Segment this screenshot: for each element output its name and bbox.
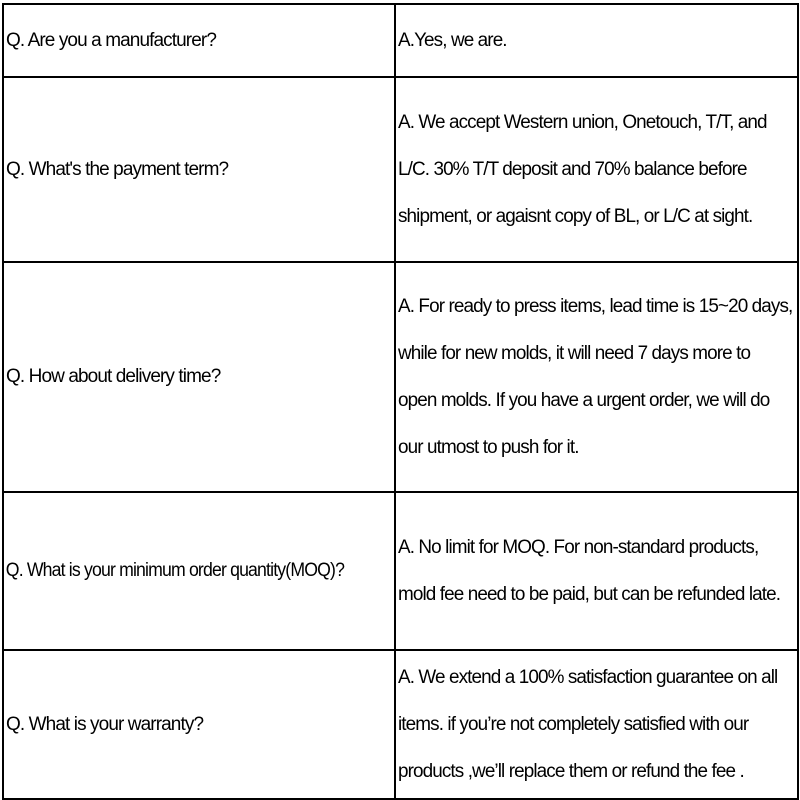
answer-line: A. For ready to press items, lead time is 15~20 days,: [398, 296, 793, 317]
answer-line: items. if you’re not completely satisfied with our: [398, 714, 749, 735]
question-cell: Q. Are you a manufacturer?: [3, 4, 395, 77]
faq-row-delivery-time: [3, 262, 798, 492]
answer-line: products ,we’ll replace them or refund the fee .: [398, 761, 744, 782]
answer-cell: [395, 492, 798, 650]
question-cell: Q. What is your minimum order quantity(MOQ)?: [3, 492, 368, 650]
answer-line: A.Yes, we are.: [398, 29, 507, 51]
question-cell: Q. What's the payment term?: [3, 77, 395, 262]
faq-row-warranty: [3, 650, 798, 799]
answer-cell: [395, 262, 798, 492]
answer-line: mold fee need to be paid, but can be refunded late.: [398, 584, 781, 605]
answer-line: A. We extend a 100% satisfaction guarantee on all: [398, 667, 778, 688]
answer-cell: [395, 4, 798, 77]
faq-row-manufacturer: [3, 4, 798, 77]
faq-table: [2, 3, 799, 800]
faq-row-moq: [3, 492, 798, 650]
answer-line: open molds. If you have a urgent order, we will do: [398, 390, 770, 411]
answer-line: our utmost to push for it.: [398, 437, 579, 458]
answer-cell: [395, 650, 798, 799]
question-cell: Q. How about delivery time?: [3, 262, 395, 492]
answer-line: A. No limit for MOQ. For non-standard products,: [398, 537, 759, 558]
faq-row-payment-term: [3, 77, 798, 262]
answer-line: A. We accept Western union, Onetouch, T/T, and: [398, 112, 767, 133]
answer-line: while for new molds, it will need 7 days more to: [398, 343, 751, 364]
answer-cell: [395, 77, 798, 262]
answer-line: L/C. 30% T/T deposit and 70% balance before: [398, 159, 747, 180]
answer-line: shipment, or agaisnt copy of BL, or L/C at sight.: [398, 206, 753, 227]
question-cell: Q. What is your warranty?: [3, 650, 395, 799]
